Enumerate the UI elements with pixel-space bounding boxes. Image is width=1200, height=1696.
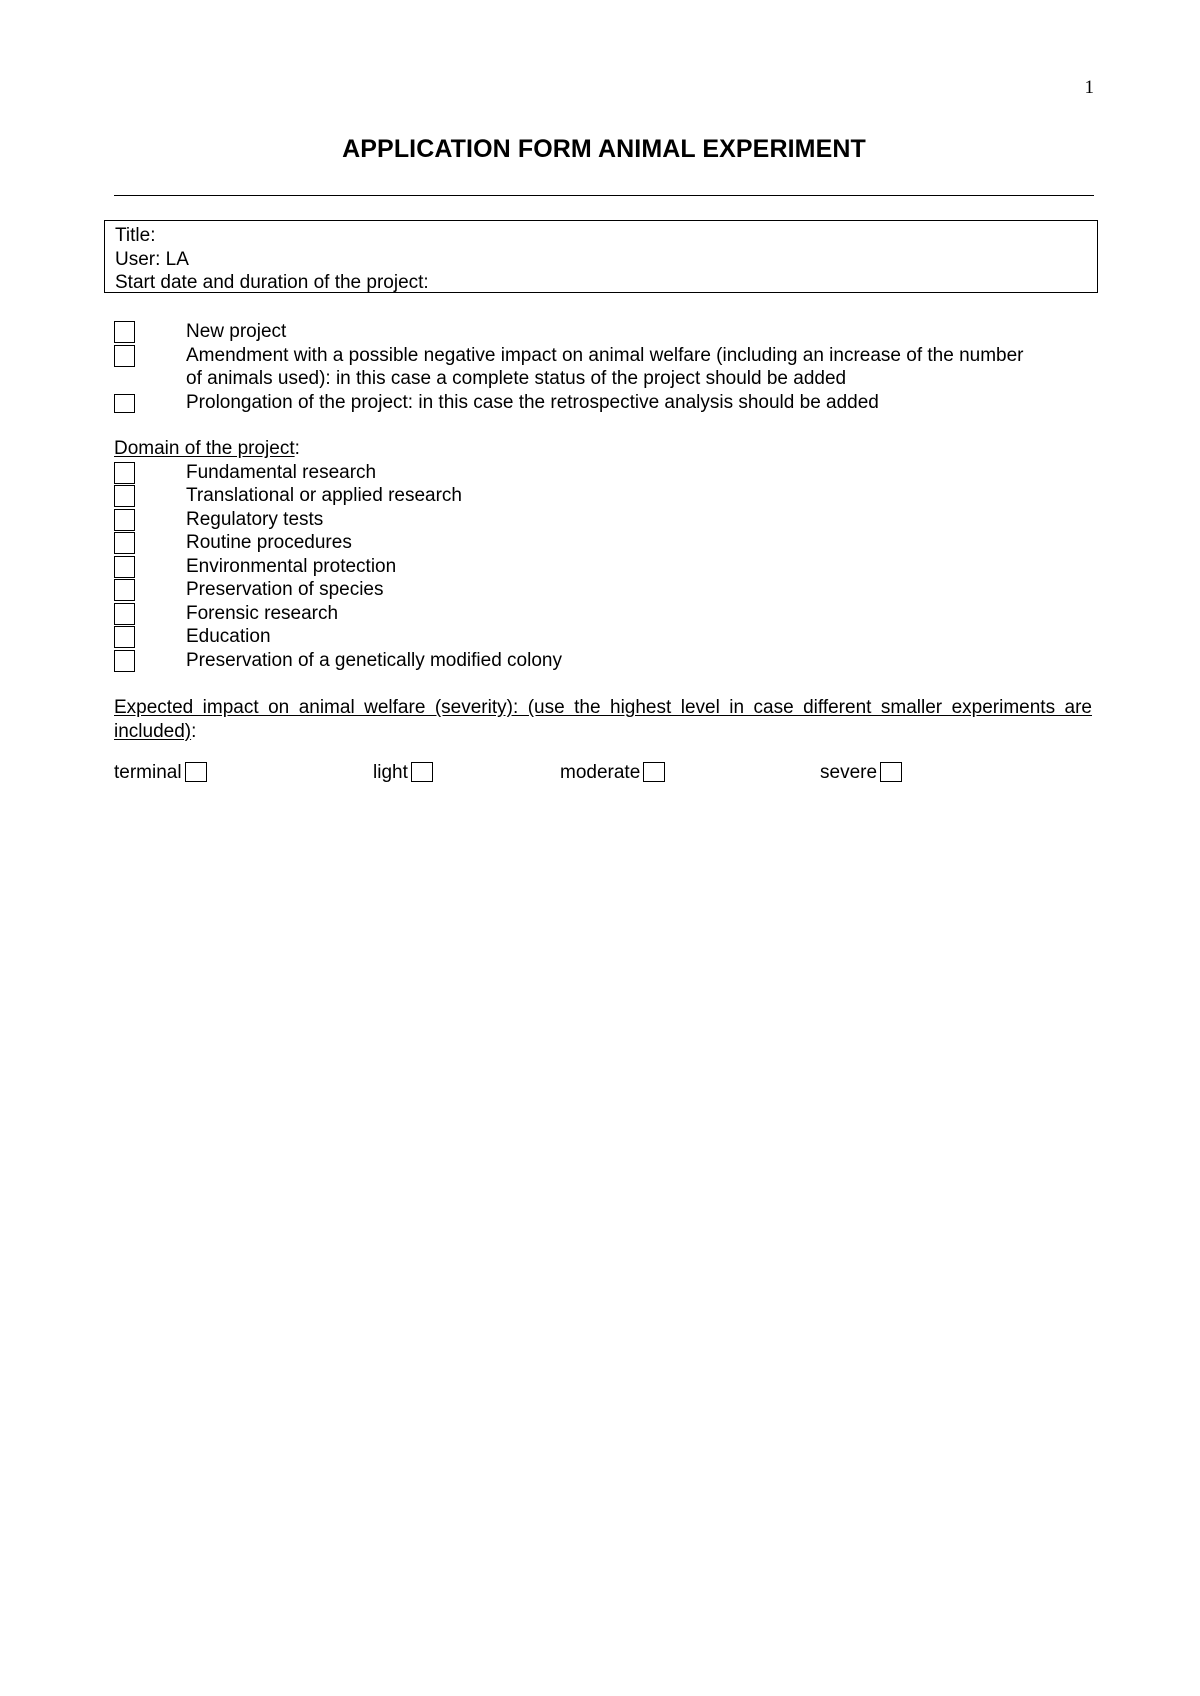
domain-checkbox[interactable] [114,603,135,625]
domain-checkbox[interactable] [114,579,135,601]
domain-option-label: Routine procedures [186,532,352,553]
severity-label: light [373,762,408,783]
new-project-checkbox[interactable] [114,321,135,343]
domain-checkbox[interactable] [114,626,135,648]
severity-label: severe [820,762,878,783]
domain-heading [114,437,1100,461]
domain-option-label: Regulatory tests [186,508,324,530]
title-divider [114,195,1094,196]
severity-heading-colon: : [191,720,197,742]
domain-checkbox[interactable] [114,485,135,507]
severity-heading [114,696,1092,743]
document-title: APPLICATION FORM ANIMAL EXPERIMENT [342,135,866,163]
user-field-label[interactable]: User: LA [115,248,189,270]
severity-severe-checkbox[interactable] [880,762,902,782]
severity-option-severe [820,761,902,785]
prolongation-label: Prolongation of the project: in this case the retrospective analysis should be added [186,391,879,413]
severity-option-terminal [114,761,207,785]
severity-option-moderate [560,761,665,785]
domain-option-label: Translational or applied research [186,485,463,506]
title-field-label[interactable]: Title: [115,225,156,246]
domain-option-label: Preservation of species [186,579,384,600]
domain-checkbox[interactable] [114,556,135,578]
project-info-box [104,220,1098,293]
start-date-duration-field-label[interactable]: Start date and duration of the project: [115,272,429,293]
severity-label: terminal [114,762,182,783]
severity-moderate-checkbox[interactable] [643,762,665,782]
domain-checkbox[interactable] [114,650,135,672]
domain-option-label: Preservation of a genetically modified colony [186,649,562,671]
domain-checkbox[interactable] [114,532,135,554]
domain-option-label: Environmental protection [186,555,397,577]
prolongation-checkbox[interactable] [114,394,135,413]
amendment-checkbox[interactable] [114,345,135,367]
domain-option-label: Fundamental research [186,461,377,483]
amendment-label: Amendment with a possible negative impact on animal welfare (including an increase of the number [186,344,1024,366]
severity-terminal-checkbox[interactable] [185,762,207,782]
amendment-label-continued: of animals used): in this case a complete status of the project should be added [186,368,847,389]
domain-checkbox[interactable] [114,509,135,531]
domain-checkbox[interactable] [114,462,135,484]
domain-option-label: Education [186,626,271,647]
severity-heading-text: Expected impact on animal welfare (severity): (use the highest level in case different smaller experiments are included) [114,697,1092,742]
domain-heading-text: Domain of the project [114,438,295,459]
page-number: 1 [1084,77,1094,98]
severity-label: moderate [560,762,641,783]
domain-heading-colon: : [294,438,300,459]
domain-option-label: Forensic research [186,602,339,624]
new-project-label: New project [186,321,287,342]
severity-option-light [373,761,433,785]
severity-light-checkbox[interactable] [411,762,433,782]
